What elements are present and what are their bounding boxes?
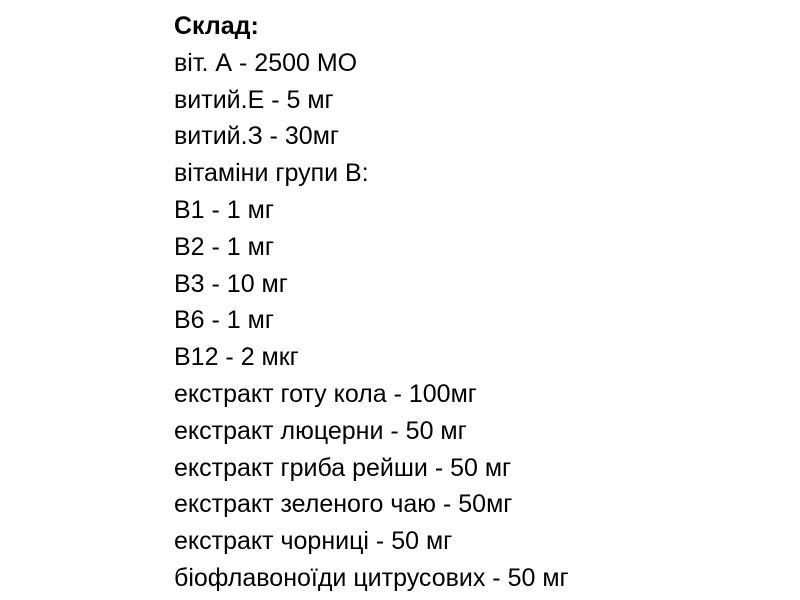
ingredient-line: віт. А - 2500 МО — [174, 48, 358, 77]
ingredient-line: В2 - 1 мг — [174, 232, 274, 261]
ingredient-line: В6 - 1 мг — [174, 306, 274, 335]
ingredient-line: В12 - 2 мкг — [174, 343, 299, 372]
ingredient-line: В3 - 10 мг — [174, 269, 288, 298]
composition-document — [174, 8, 569, 597]
ingredient-line: екстракт чорниці - 50 мг — [174, 527, 453, 556]
ingredient-line: екстракт готу кола - 100мг — [174, 379, 477, 408]
ingredient-line: В1 - 1 мг — [174, 195, 274, 224]
ingredient-line: екстракт гриба рейши - 50 мг — [174, 453, 512, 482]
ingredient-line: витий.З - 30мг — [174, 122, 340, 151]
ingredient-list — [174, 45, 569, 597]
ingredient-line: екстракт люцерни - 50 мг — [174, 416, 467, 445]
composition-heading: Склад: — [174, 12, 259, 40]
ingredient-line: вітаміни групи В: — [174, 159, 369, 188]
ingredient-line: витий.Е - 5 мг — [174, 85, 334, 114]
ingredient-line: біофлавоноїди цитрусових - 50 мг — [174, 563, 569, 592]
ingredient-line: екстракт зеленого чаю - 50мг — [174, 490, 513, 519]
